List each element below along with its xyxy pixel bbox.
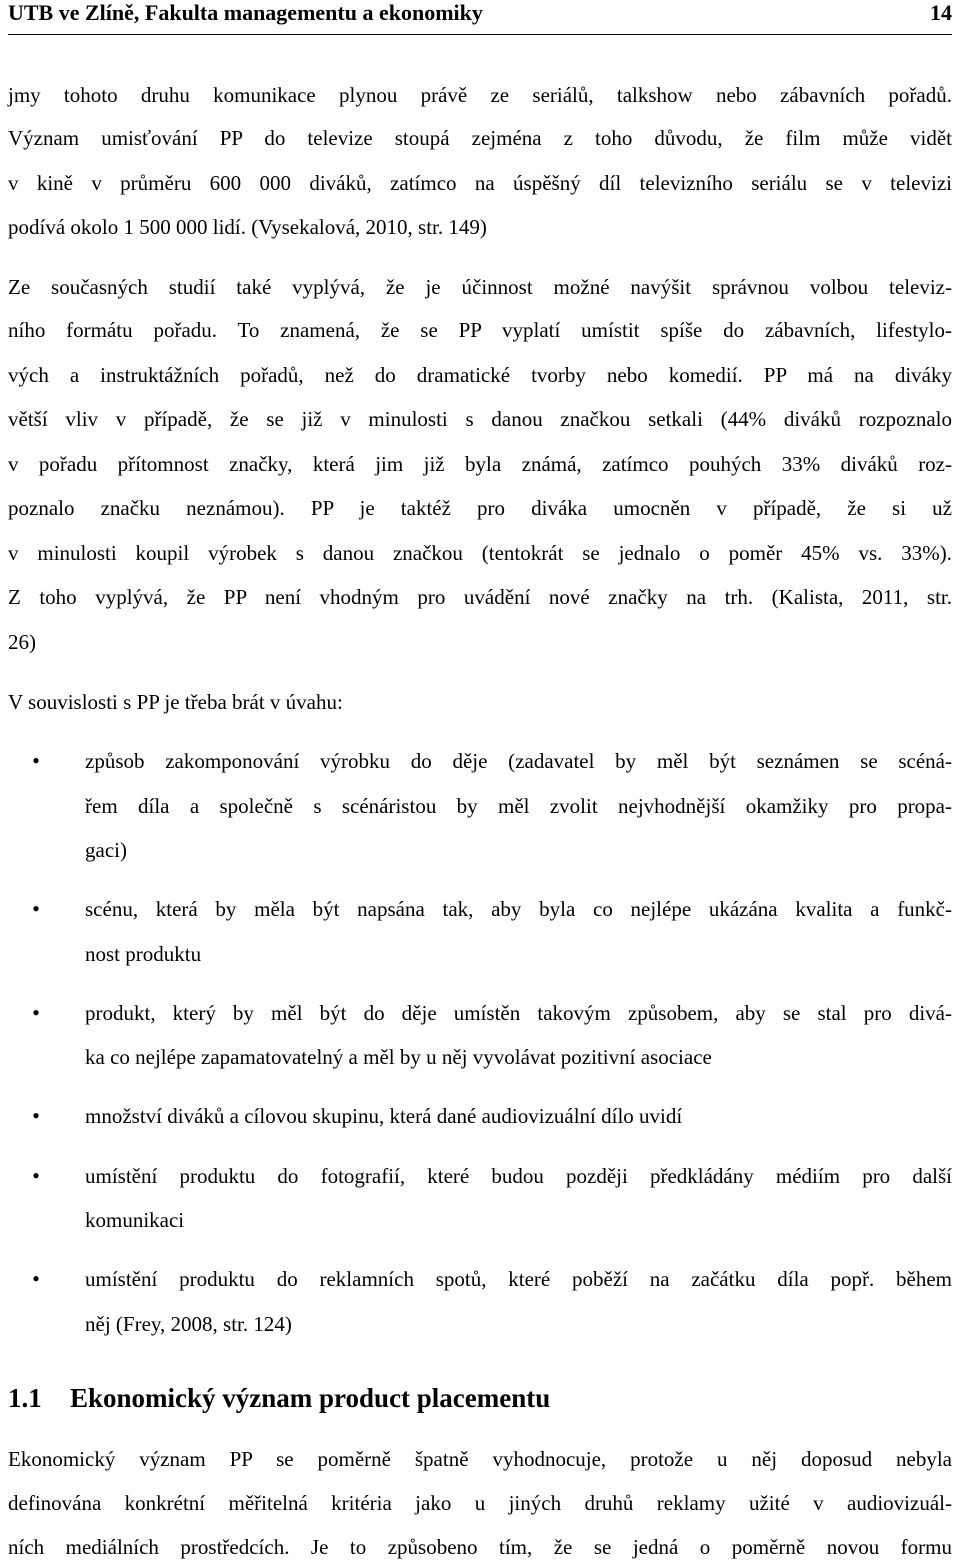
list-item-line: produkt, který by měl být do děje umístěn takovým způsobem, aby se stal pro divá- <box>85 1001 952 1025</box>
bullet-icon <box>30 1007 42 1019</box>
section-number: 1.1 <box>8 1383 42 1413</box>
paragraph-2-line: větší vliv v případě, že se již v minulosti s danou značkou setkali (44% diváků rozpoznalo <box>8 407 952 431</box>
bullet-icon <box>30 1273 42 1285</box>
paragraph-2-line: vých a instruktážních pořadů, než do dramatické tvorby nebo komedií. PP má na diváky <box>8 363 952 387</box>
paragraph-2-line: v pořadu přítomnost značky, která jim již byla známá, zatímco pouhých 33% diváků roz- <box>8 452 952 476</box>
list-item-line: nost produktu <box>85 942 202 966</box>
page-number: 14 <box>930 0 952 25</box>
list-item-line: umístění produktu do fotografií, které budou později předkládány médiím pro další <box>85 1164 952 1188</box>
bullet-icon <box>30 1110 42 1122</box>
paragraph-2-line: v minulosti koupil výrobek s danou značkou (tentokrát se jednalo o poměr 45% vs. 33%). <box>8 541 952 565</box>
section-heading <box>8 1380 952 1416</box>
bullet-icon <box>30 1170 42 1182</box>
section-title: Ekonomický význam product placementu <box>70 1383 551 1413</box>
paragraph-2-line: ního formátu pořadu. To znamená, že se PP vyplatí umístit spíše do zábavních, lifestylo- <box>8 318 952 342</box>
list-item-line: gaci) <box>85 838 127 862</box>
header-divider <box>8 34 952 35</box>
list-item-line: umístění produktu do reklamních spotů, které poběží na začátku díla popř. během <box>85 1267 952 1291</box>
list-intro: V souvislosti s PP je třeba brát v úvahu: <box>8 690 343 714</box>
bullet-icon <box>30 903 42 915</box>
list-item-line: způsob zakomponování výrobku do děje (zadavatel by měl být seznámen se scéná- <box>85 749 952 773</box>
header-title: UTB ve Zlíně, Fakulta managementu a ekonomiky <box>8 0 483 25</box>
list-item-line: ka co nejlépe zapamatovatelný a měl by u něj vyvolávat pozitivní asociace <box>85 1045 712 1069</box>
paragraph-1-line: Význam umisťování PP do televize stoupá zejména z toho důvodu, že film může vidět <box>8 126 952 150</box>
paragraph-2-line: Z toho vyplývá, že PP není vhodným pro uvádění nové značky na trh. (Kalista, 2011, str. <box>8 585 952 609</box>
list-item-line: něj (Frey, 2008, str. 124) <box>85 1312 292 1336</box>
list-item-line: scénu, která by měla být napsána tak, aby byla co nejlépe ukázána kvalita a funkč- <box>85 897 952 921</box>
paragraph-3-line: Ekonomický význam PP se poměrně špatně vyhodnocuje, protože u něj doposud nebyla <box>8 1447 952 1471</box>
list-item-line: komunikaci <box>85 1208 185 1232</box>
paragraph-3-line: ních mediálních prostředcích. Je to způsobeno tím, že se jedná o poměrně novou formu <box>8 1535 952 1559</box>
paragraph-2-line: 26) <box>8 630 36 654</box>
paragraph-1-line: podívá okolo 1 500 000 lidí. (Vysekalová, 2010, str. 149) <box>8 215 487 239</box>
paragraph-2-line: poznalo značku neznámou). PP je taktéž pro diváka umocněn v případě, že si už <box>8 496 952 520</box>
page-header <box>8 0 952 28</box>
list-item-line: řem díla a společně s scénáristou by měl zvolit nejvhodnější okamžiky pro propa- <box>85 794 952 818</box>
paragraph-1-line: v kině v průměru 600 000 diváků, zatímco na úspěšný díl televizního seriálu se v televizi <box>8 171 952 195</box>
list-item-line: množství diváků a cílovou skupinu, která dané audiovizuální dílo uvidí <box>85 1104 683 1128</box>
bullet-icon <box>30 755 42 767</box>
paragraph-1-line: jmy tohoto druhu komunikace plynou právě ze seriálů, talkshow nebo zábavních pořadů. <box>8 83 952 107</box>
paragraph-2-line: Ze současných studií také vyplývá, že je účinnost možné navýšit správnou volbou televiz- <box>8 275 952 299</box>
paragraph-3-line: definována konkrétní měřitelná kritéria jako u jiných druhů reklamy užité v audiovizuál- <box>8 1491 952 1515</box>
